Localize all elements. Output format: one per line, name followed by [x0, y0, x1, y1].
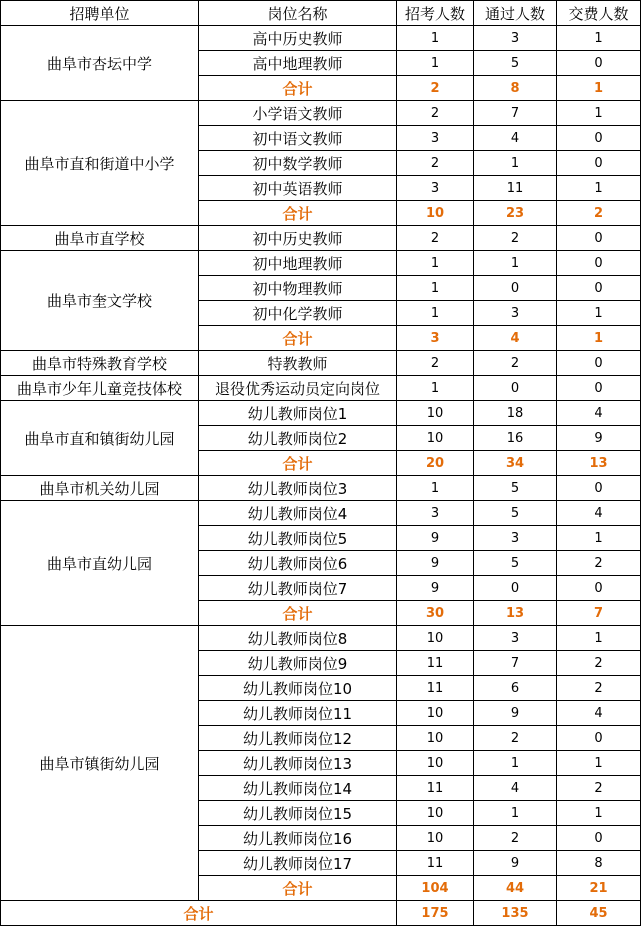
paid-count-cell: 4	[557, 501, 641, 526]
recruit-count-cell: 9	[397, 526, 474, 551]
paid-count-cell: 2	[557, 776, 641, 801]
subtotal-recruit-count: 30	[397, 601, 474, 626]
position-name-cell: 幼儿教师岗位3	[199, 476, 397, 501]
subtotal-passed-count: 13	[474, 601, 557, 626]
recruit-count-cell: 3	[397, 176, 474, 201]
subtotal-label: 合计	[199, 201, 397, 226]
recruit-count-cell: 11	[397, 676, 474, 701]
subtotal-paid-count: 21	[557, 876, 641, 901]
subtotal-recruit-count: 10	[397, 201, 474, 226]
paid-count-cell: 0	[557, 276, 641, 301]
grand-total-passed-count: 135	[474, 901, 557, 926]
table-body	[1, 26, 641, 926]
grand-total-paid-count: 45	[557, 901, 641, 926]
table-row	[1, 101, 641, 126]
unit-name-cell: 曲阜市直和街道中小学	[1, 101, 199, 226]
paid-count-cell: 2	[557, 676, 641, 701]
recruit-count-cell: 9	[397, 551, 474, 576]
subtotal-passed-count: 34	[474, 451, 557, 476]
passed-count-cell: 1	[474, 751, 557, 776]
unit-name-cell: 曲阜市直学校	[1, 226, 199, 251]
paid-count-cell: 2	[557, 651, 641, 676]
unit-name-cell: 曲阜市少年儿童竞技体校	[1, 376, 199, 401]
paid-count-cell: 1	[557, 26, 641, 51]
paid-count-cell: 0	[557, 251, 641, 276]
passed-count-cell: 0	[474, 376, 557, 401]
passed-count-cell: 6	[474, 676, 557, 701]
recruit-count-cell: 1	[397, 301, 474, 326]
paid-count-cell: 1	[557, 526, 641, 551]
position-name-cell: 退役优秀运动员定向岗位	[199, 376, 397, 401]
passed-count-cell: 1	[474, 151, 557, 176]
passed-count-cell: 2	[474, 226, 557, 251]
position-name-cell: 幼儿教师岗位5	[199, 526, 397, 551]
passed-count-cell: 1	[474, 251, 557, 276]
paid-count-cell: 0	[557, 576, 641, 601]
subtotal-paid-count: 13	[557, 451, 641, 476]
position-name-cell: 初中数学教师	[199, 151, 397, 176]
unit-name-cell: 曲阜市直和镇街幼儿园	[1, 401, 199, 476]
subtotal-paid-count: 1	[557, 326, 641, 351]
passed-count-cell: 7	[474, 101, 557, 126]
unit-name-cell: 曲阜市镇街幼儿园	[1, 626, 199, 901]
position-name-cell: 幼儿教师岗位16	[199, 826, 397, 851]
passed-count-cell: 4	[474, 776, 557, 801]
recruit-count-cell: 10	[397, 426, 474, 451]
position-name-cell: 幼儿教师岗位8	[199, 626, 397, 651]
position-name-cell: 幼儿教师岗位11	[199, 701, 397, 726]
paid-count-cell: 9	[557, 426, 641, 451]
grand-total-label: 合计	[1, 901, 397, 926]
grand-total-recruit-count: 175	[397, 901, 474, 926]
paid-count-cell: 0	[557, 826, 641, 851]
recruit-count-cell: 9	[397, 576, 474, 601]
passed-count-cell: 5	[474, 551, 557, 576]
position-name-cell: 初中语文教师	[199, 126, 397, 151]
passed-count-cell: 9	[474, 851, 557, 876]
passed-count-cell: 4	[474, 126, 557, 151]
recruit-count-cell: 10	[397, 626, 474, 651]
position-name-cell: 高中地理教师	[199, 51, 397, 76]
unit-name-cell: 曲阜市杏坛中学	[1, 26, 199, 101]
table-row	[1, 26, 641, 51]
recruit-count-cell: 11	[397, 851, 474, 876]
subtotal-paid-count: 2	[557, 201, 641, 226]
subtotal-passed-count: 4	[474, 326, 557, 351]
unit-name-cell: 曲阜市特殊教育学校	[1, 351, 199, 376]
position-name-cell: 幼儿教师岗位2	[199, 426, 397, 451]
paid-count-cell: 0	[557, 476, 641, 501]
passed-count-cell: 2	[474, 826, 557, 851]
passed-count-cell: 11	[474, 176, 557, 201]
paid-count-cell: 0	[557, 151, 641, 176]
paid-count-cell: 0	[557, 726, 641, 751]
header-unit: 招聘单位	[1, 1, 199, 26]
table-row	[1, 626, 641, 651]
paid-count-cell: 1	[557, 801, 641, 826]
paid-count-cell: 4	[557, 401, 641, 426]
position-name-cell: 幼儿教师岗位17	[199, 851, 397, 876]
recruit-count-cell: 2	[397, 226, 474, 251]
position-name-cell: 初中地理教师	[199, 251, 397, 276]
header-paid-count: 交费人数	[557, 1, 641, 26]
subtotal-recruit-count: 3	[397, 326, 474, 351]
position-name-cell: 初中历史教师	[199, 226, 397, 251]
paid-count-cell: 0	[557, 351, 641, 376]
subtotal-label: 合计	[199, 76, 397, 101]
passed-count-cell: 3	[474, 26, 557, 51]
recruit-count-cell: 10	[397, 826, 474, 851]
position-name-cell: 初中物理教师	[199, 276, 397, 301]
position-name-cell: 幼儿教师岗位14	[199, 776, 397, 801]
recruit-count-cell: 11	[397, 651, 474, 676]
position-name-cell: 幼儿教师岗位1	[199, 401, 397, 426]
unit-name-cell: 曲阜市直幼儿园	[1, 501, 199, 626]
recruit-count-cell: 10	[397, 401, 474, 426]
table-row	[1, 401, 641, 426]
passed-count-cell: 5	[474, 501, 557, 526]
position-name-cell: 幼儿教师岗位9	[199, 651, 397, 676]
position-name-cell: 初中化学教师	[199, 301, 397, 326]
recruit-count-cell: 1	[397, 276, 474, 301]
subtotal-passed-count: 23	[474, 201, 557, 226]
recruit-count-cell: 1	[397, 251, 474, 276]
paid-count-cell: 4	[557, 701, 641, 726]
subtotal-passed-count: 8	[474, 76, 557, 101]
position-name-cell: 幼儿教师岗位4	[199, 501, 397, 526]
passed-count-cell: 5	[474, 476, 557, 501]
position-name-cell: 幼儿教师岗位13	[199, 751, 397, 776]
unit-name-cell: 曲阜市奎文学校	[1, 251, 199, 351]
table-row	[1, 351, 641, 376]
paid-count-cell: 0	[557, 376, 641, 401]
recruit-count-cell: 1	[397, 26, 474, 51]
subtotal-passed-count: 44	[474, 876, 557, 901]
position-name-cell: 幼儿教师岗位12	[199, 726, 397, 751]
paid-count-cell: 1	[557, 101, 641, 126]
position-name-cell: 幼儿教师岗位6	[199, 551, 397, 576]
table-row	[1, 501, 641, 526]
paid-count-cell: 1	[557, 176, 641, 201]
paid-count-cell: 1	[557, 626, 641, 651]
recruit-count-cell: 2	[397, 151, 474, 176]
paid-count-cell: 0	[557, 226, 641, 251]
paid-count-cell: 0	[557, 126, 641, 151]
table-row	[1, 476, 641, 501]
position-name-cell: 小学语文教师	[199, 101, 397, 126]
subtotal-recruit-count: 2	[397, 76, 474, 101]
subtotal-label: 合计	[199, 601, 397, 626]
recruit-count-cell: 1	[397, 51, 474, 76]
recruit-count-cell: 10	[397, 801, 474, 826]
paid-count-cell: 0	[557, 51, 641, 76]
recruit-count-cell: 1	[397, 476, 474, 501]
table-row	[1, 251, 641, 276]
position-name-cell: 初中英语教师	[199, 176, 397, 201]
subtotal-paid-count: 1	[557, 76, 641, 101]
recruit-count-cell: 2	[397, 351, 474, 376]
position-name-cell: 幼儿教师岗位15	[199, 801, 397, 826]
paid-count-cell: 1	[557, 751, 641, 776]
paid-count-cell: 8	[557, 851, 641, 876]
passed-count-cell: 7	[474, 651, 557, 676]
passed-count-cell: 18	[474, 401, 557, 426]
paid-count-cell: 1	[557, 301, 641, 326]
position-name-cell: 幼儿教师岗位7	[199, 576, 397, 601]
position-name-cell: 高中历史教师	[199, 26, 397, 51]
subtotal-label: 合计	[199, 876, 397, 901]
passed-count-cell: 0	[474, 276, 557, 301]
passed-count-cell: 1	[474, 801, 557, 826]
passed-count-cell: 3	[474, 526, 557, 551]
passed-count-cell: 5	[474, 51, 557, 76]
recruit-count-cell: 10	[397, 751, 474, 776]
recruit-count-cell: 1	[397, 376, 474, 401]
recruit-count-cell: 3	[397, 126, 474, 151]
passed-count-cell: 3	[474, 626, 557, 651]
recruit-count-cell: 10	[397, 726, 474, 751]
table-row	[1, 226, 641, 251]
recruit-count-cell: 3	[397, 501, 474, 526]
passed-count-cell: 2	[474, 726, 557, 751]
passed-count-cell: 16	[474, 426, 557, 451]
recruit-count-cell: 10	[397, 701, 474, 726]
header-passed-count: 通过人数	[474, 1, 557, 26]
subtotal-paid-count: 7	[557, 601, 641, 626]
header-recruit-count: 招考人数	[397, 1, 474, 26]
recruit-count-cell: 11	[397, 776, 474, 801]
header-row	[1, 1, 641, 26]
subtotal-label: 合计	[199, 451, 397, 476]
grand-total-row	[1, 901, 641, 926]
subtotal-recruit-count: 104	[397, 876, 474, 901]
passed-count-cell: 9	[474, 701, 557, 726]
position-name-cell: 幼儿教师岗位10	[199, 676, 397, 701]
subtotal-recruit-count: 20	[397, 451, 474, 476]
header-position: 岗位名称	[199, 1, 397, 26]
position-name-cell: 特教教师	[199, 351, 397, 376]
table-row	[1, 376, 641, 401]
recruit-count-cell: 2	[397, 101, 474, 126]
subtotal-label: 合计	[199, 326, 397, 351]
paid-count-cell: 2	[557, 551, 641, 576]
passed-count-cell: 2	[474, 351, 557, 376]
passed-count-cell: 3	[474, 301, 557, 326]
unit-name-cell: 曲阜市机关幼儿园	[1, 476, 199, 501]
passed-count-cell: 0	[474, 576, 557, 601]
